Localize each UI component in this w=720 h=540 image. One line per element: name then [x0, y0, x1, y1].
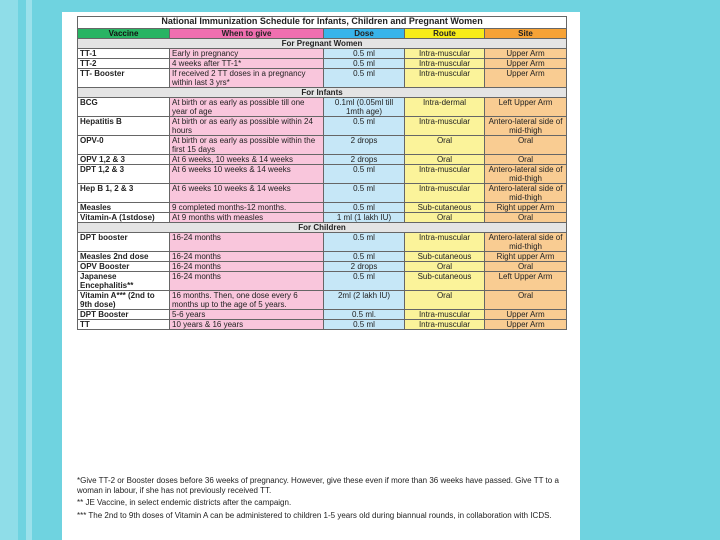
cell-vaccine: Hepatitis B — [78, 117, 170, 136]
cell-dose: 2 drops — [324, 262, 405, 272]
cell-when-to-give: 5-6 years — [170, 310, 324, 320]
section-label: For Pregnant Women — [78, 39, 567, 49]
cell-vaccine: TT-2 — [78, 59, 170, 69]
table-row — [78, 272, 567, 291]
cell-when-to-give: At 9 months with measles — [170, 213, 324, 223]
section-row — [78, 39, 567, 49]
cell-site: Antero-lateral side of mid-thigh — [485, 184, 567, 203]
cell-site: Left Upper Arm — [485, 98, 567, 117]
cell-when-to-give: 16-24 months — [170, 272, 324, 291]
cell-dose: 0.5 ml — [324, 49, 405, 59]
header-site: Site — [485, 29, 567, 39]
table-row — [78, 184, 567, 203]
cell-dose: 0.5 ml — [324, 184, 405, 203]
cell-route: Sub-cutaneous — [405, 272, 485, 291]
cell-when-to-give: If received 2 TT doses in a pregnancy within last 3 yrs* — [170, 69, 324, 88]
cell-route: Intra-muscular — [405, 320, 485, 330]
cell-route: Intra-muscular — [405, 184, 485, 203]
table-row — [78, 165, 567, 184]
cell-vaccine: OPV-0 — [78, 136, 170, 155]
cell-vaccine: TT- Booster — [78, 69, 170, 88]
cell-dose: 2 drops — [324, 136, 405, 155]
cell-vaccine: Vitamin A*** (2nd to 9th dose) — [78, 291, 170, 310]
cell-site: Upper Arm — [485, 59, 567, 69]
header-vaccine: Vaccine — [78, 29, 170, 39]
table-title-row — [78, 17, 567, 29]
header-dose: Dose — [324, 29, 405, 39]
cell-when-to-give: 16-24 months — [170, 252, 324, 262]
table-row — [78, 69, 567, 88]
table-row — [78, 262, 567, 272]
cell-dose: 0.5 ml — [324, 117, 405, 136]
cell-when-to-give: 16-24 months — [170, 233, 324, 252]
footnotes — [77, 476, 567, 523]
cell-when-to-give: 10 years & 16 years — [170, 320, 324, 330]
table-row — [78, 136, 567, 155]
cell-vaccine: OPV Booster — [78, 262, 170, 272]
cell-vaccine: Hep B 1, 2 & 3 — [78, 184, 170, 203]
cell-site: Upper Arm — [485, 69, 567, 88]
section-row — [78, 88, 567, 98]
cell-route: Intra-muscular — [405, 310, 485, 320]
cell-site: Oral — [485, 136, 567, 155]
cell-route: Sub-cutaneous — [405, 203, 485, 213]
cell-site: Right upper Arm — [485, 203, 567, 213]
cell-vaccine: Japanese Encephalitis** — [78, 272, 170, 291]
table-title: National Immunization Schedule for Infants, Children and Pregnant Women — [78, 17, 567, 29]
cell-site: Antero-lateral side of mid-thigh — [485, 233, 567, 252]
cell-dose: 0.5 ml. — [324, 310, 405, 320]
cell-when-to-give: 9 completed months-12 months. — [170, 203, 324, 213]
cell-dose: 0.1ml (0.05ml till 1mth age) — [324, 98, 405, 117]
cell-dose: 2 drops — [324, 155, 405, 165]
footnote: ** JE Vaccine, in select endemic districts after the campaign. — [77, 498, 292, 507]
table-row — [78, 291, 567, 310]
cell-when-to-give: 16-24 months — [170, 262, 324, 272]
cell-vaccine: Measles — [78, 203, 170, 213]
table-row — [78, 59, 567, 69]
table-row — [78, 49, 567, 59]
cell-vaccine: DPT Booster — [78, 310, 170, 320]
cell-dose: 0.5 ml — [324, 69, 405, 88]
cell-route: Intra-muscular — [405, 49, 485, 59]
cell-vaccine: BCG — [78, 98, 170, 117]
cell-route: Sub-cutaneous — [405, 252, 485, 262]
cell-route: Intra-muscular — [405, 233, 485, 252]
cell-dose: 0.5 ml — [324, 59, 405, 69]
table-row — [78, 117, 567, 136]
immunization-schedule-table — [77, 16, 567, 330]
cell-vaccine: DPT booster — [78, 233, 170, 252]
cell-dose: 0.5 ml — [324, 320, 405, 330]
cell-site: Oral — [485, 213, 567, 223]
cell-vaccine: Measles 2nd dose — [78, 252, 170, 262]
cell-dose: 0.5 ml — [324, 272, 405, 291]
cell-route: Intra-muscular — [405, 59, 485, 69]
table-header-row — [78, 29, 567, 39]
section-label: For Infants — [78, 88, 567, 98]
cell-site: Antero-lateral side of mid-thigh — [485, 165, 567, 184]
table-row — [78, 320, 567, 330]
cell-route: Intra-muscular — [405, 117, 485, 136]
cell-when-to-give: At birth or as early as possible within the first 15 days — [170, 136, 324, 155]
cell-site: Upper Arm — [485, 320, 567, 330]
cell-route: Oral — [405, 213, 485, 223]
cell-route: Intra-muscular — [405, 69, 485, 88]
cell-site: Oral — [485, 262, 567, 272]
section-label: For Children — [78, 223, 567, 233]
cell-dose: 0.5 ml — [324, 233, 405, 252]
cell-when-to-give: At birth or as early as possible till one year of age — [170, 98, 324, 117]
background-stripe — [0, 0, 18, 540]
background-stripe-thin — [26, 0, 32, 540]
cell-route: Oral — [405, 262, 485, 272]
table-row — [78, 252, 567, 262]
cell-vaccine: Vitamin-A (1stdose) — [78, 213, 170, 223]
cell-when-to-give: At 6 weeks 10 weeks & 14 weeks — [170, 165, 324, 184]
cell-route: Intra-muscular — [405, 165, 485, 184]
table-row — [78, 213, 567, 223]
cell-when-to-give: At birth or as early as possible within 24 hours — [170, 117, 324, 136]
cell-dose: 0.5 ml — [324, 203, 405, 213]
cell-vaccine: TT-1 — [78, 49, 170, 59]
cell-dose: 0.5 ml — [324, 165, 405, 184]
cell-site: Antero-lateral side of mid-thigh — [485, 117, 567, 136]
table-row — [78, 310, 567, 320]
cell-vaccine: OPV 1,2 & 3 — [78, 155, 170, 165]
header-when-to-give: When to give — [170, 29, 324, 39]
cell-when-to-give: At 6 weeks 10 weeks & 14 weeks — [170, 184, 324, 203]
cell-site: Upper Arm — [485, 310, 567, 320]
cell-site: Right upper Arm — [485, 252, 567, 262]
header-route: Route — [405, 29, 485, 39]
cell-route: Oral — [405, 291, 485, 310]
cell-route: Intra-dermal — [405, 98, 485, 117]
table-row — [78, 203, 567, 213]
footnote: *** The 2nd to 9th doses of Vitamin A can be administered to children 1-5 years old during biannual rounds, in collaboration with ICDS. — [77, 510, 552, 520]
cell-site: Oral — [485, 291, 567, 310]
cell-route: Oral — [405, 136, 485, 155]
cell-when-to-give: Early in pregnancy — [170, 49, 324, 59]
slide-document — [62, 12, 580, 540]
cell-site: Left Upper Arm — [485, 272, 567, 291]
section-row — [78, 223, 567, 233]
cell-route: Oral — [405, 155, 485, 165]
footnote: *Give TT-2 or Booster doses before 36 weeks of pregnancy. However, give these even if more than 36 weeks have passed. Give TT to a woman in labour, if she has not previously received TT. — [77, 476, 559, 495]
cell-site: Oral — [485, 155, 567, 165]
table-row — [78, 155, 567, 165]
table-row — [78, 233, 567, 252]
cell-when-to-give: 16 months. Then, one dose every 6 months up to the age of 5 years. — [170, 291, 324, 310]
cell-dose: 2ml (2 lakh IU) — [324, 291, 405, 310]
cell-site: Upper Arm — [485, 49, 567, 59]
cell-dose: 0.5 ml — [324, 252, 405, 262]
cell-when-to-give: 4 weeks after TT-1* — [170, 59, 324, 69]
cell-dose: 1 ml (1 lakh IU) — [324, 213, 405, 223]
cell-vaccine: TT — [78, 320, 170, 330]
table-row — [78, 98, 567, 117]
cell-when-to-give: At 6 weeks, 10 weeks & 14 weeks — [170, 155, 324, 165]
cell-vaccine: DPT 1,2 & 3 — [78, 165, 170, 184]
table-body — [78, 17, 567, 330]
